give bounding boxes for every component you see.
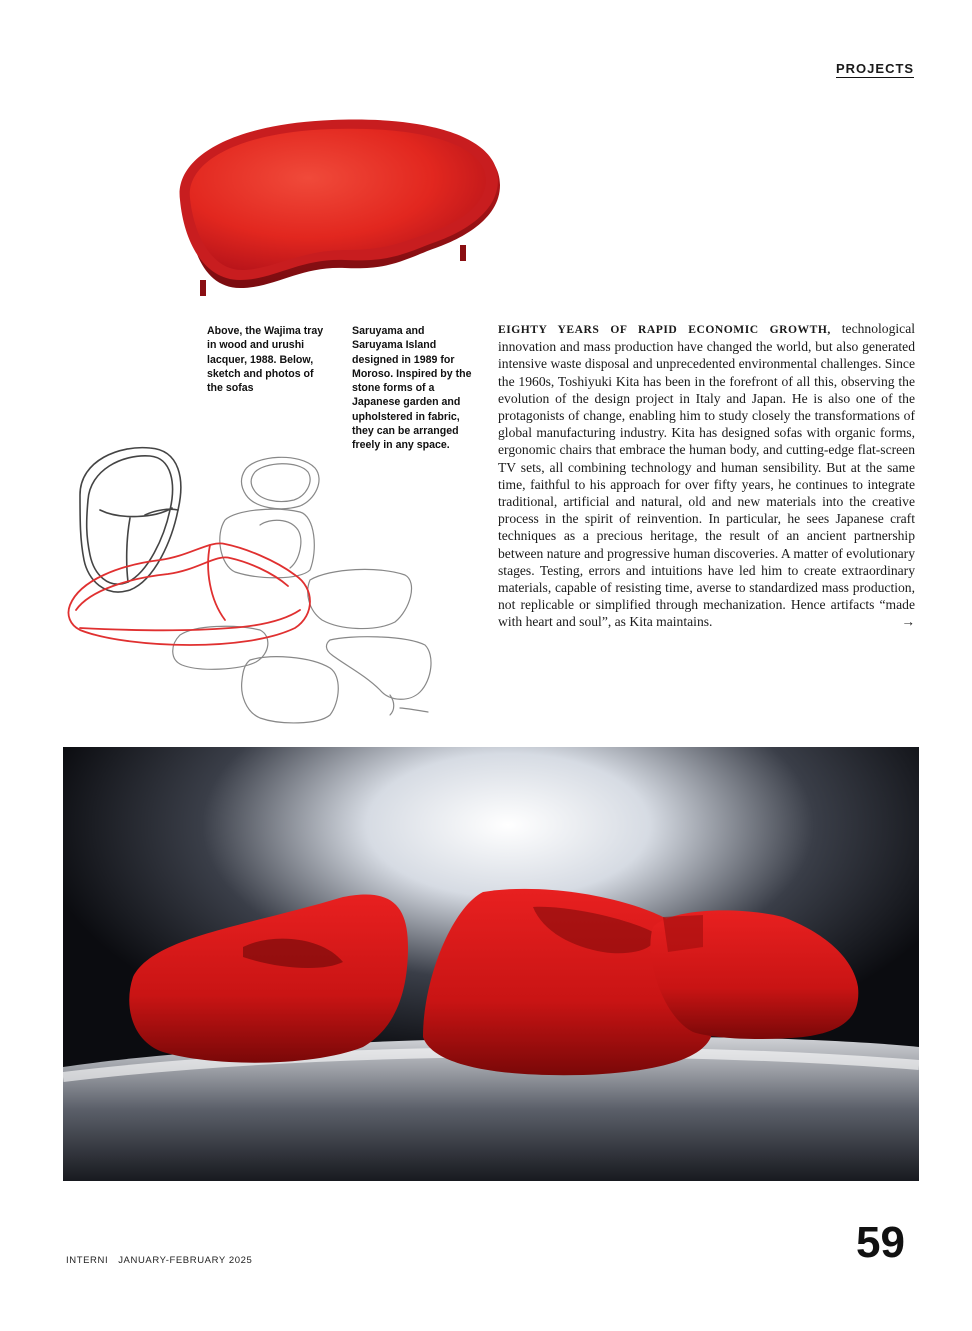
article-lead: EIGHTY YEARS OF RAPID ECONOMIC GROWTH, (498, 323, 831, 336)
saruyama-sofas-photo (63, 747, 919, 1181)
sofa-sketch (60, 440, 460, 730)
magazine-name: INTERNI (66, 1255, 109, 1266)
article-body (498, 320, 915, 631)
section-label: PROJECTS (836, 61, 915, 76)
sofa-caption: Saruyama and Saruyama Island designed in 1989 for Moroso. Inspired by the stone forms of a Japanese garden and upholstered in fabric, they can be arranged freely in any space. (352, 325, 472, 452)
page-number: 59 (856, 1218, 905, 1267)
issue-date: JANUARY-FEBRUARY 2025 (118, 1255, 253, 1266)
continue-arrow-icon: → (901, 614, 915, 630)
tray-caption: Above, the Wajima tray in wood and urushi lacquer, 1988. Below, sketch and photos of the sofas (207, 325, 324, 395)
article-text: technological innovation and mass production have changed the world, but also generated intensive waste disposal and unprecedented environmental challenges. Since the 1960s, Toshiyuki Kita has been in the forefront of all this, observing the evolution of the design project in Italy and Japan. He is also one of the protagonists of change, enabling him to study closely the transformations of global manufacturing industry. Kita has designed sofas with organic forms, ergonomic chairs that embrace the human body, and cutting-edge flat-screen TV sets, all combining technology and human sensibility. But at the same time, faithful to his approach for over fifty years, he continues to integrate traditional, artificial and natural, old and new materials into the creative process in the spirit of reinvention. In particular, he sees Japanese craft techniques as a precious heritage, the result of an ancient partnership between nature and progressive human discoveries. A matter of evolutionary stages. Testing, errors and intuitions have led him to create extraordinary materials, capable of resisting time, averse to standardized mass production, not replicable or simplified through mechanization. Hence artifacts “made with heart and soul”, as Kita maintains. (498, 321, 916, 630)
wajima-tray-photo (160, 110, 520, 310)
footer (66, 1255, 252, 1266)
